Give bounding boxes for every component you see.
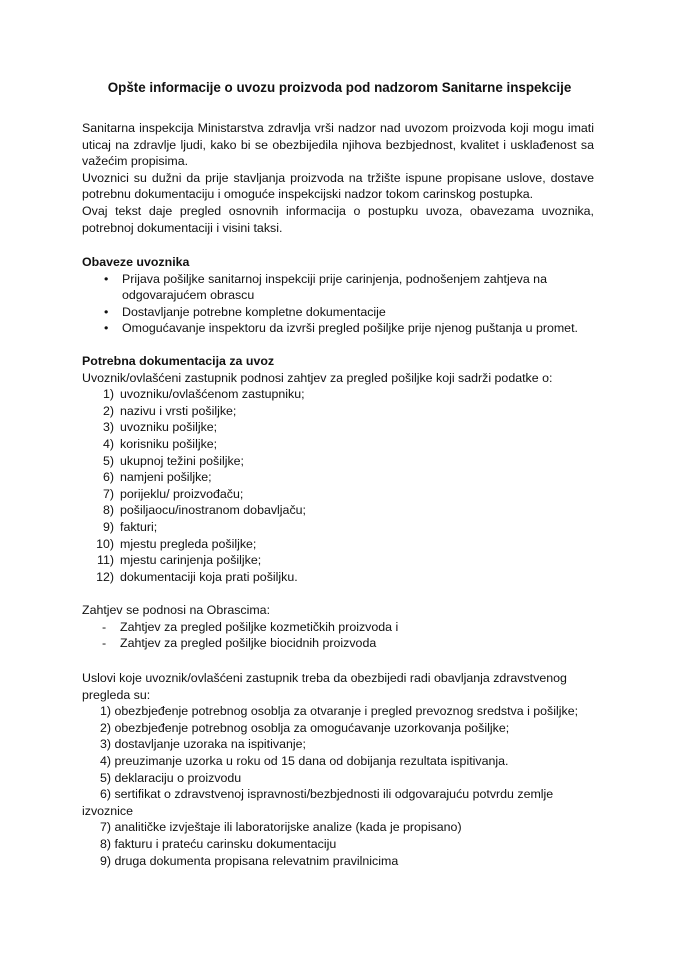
list-item: 5) deklaraciju o proizvodu <box>100 770 242 785</box>
list-item: - Zahtjev za pregled pošiljke biocidnih proizvoda <box>82 635 594 652</box>
conditions-list <box>82 703 594 869</box>
list-item: • Dostavljanje potrebne kompletne dokumentacije <box>82 304 594 321</box>
list-item: 2) obezbjeđenje potrebnog osoblja za omogućavanje uzorkovanja pošiljke; <box>100 720 510 735</box>
documentation-lead: Uvoznik/ovlašćeni zastupnik podnosi zahtjev za pregled pošiljke koji sadrži podatke o: <box>82 370 553 385</box>
intro-section <box>82 120 594 236</box>
list-item: 5) ukupnoj težini pošiljke; <box>102 453 244 468</box>
list-item: 4) preuzimanje uzorka u roku od 15 dana od dobijanja rezultata ispitivanja. <box>100 753 509 768</box>
list-item: 12) dokumentaciji koja prati pošiljku. <box>96 569 298 584</box>
list-item: 6) namjeni pošiljke; <box>102 470 212 485</box>
obligations-heading: Obaveze uvoznika <box>82 255 190 269</box>
obligations-section <box>82 254 594 337</box>
list-item: 3) uvozniku pošiljke; <box>102 420 218 435</box>
list-item: 4) korisniku pošiljke; <box>102 436 218 451</box>
list-item: 11) mjestu carinjenja pošiljke; <box>97 553 262 568</box>
list-item: • Prijava pošiljke sanitarnoj inspekciji prije carinjenja, podnošenjem zahtjeva na odgovarajućem obrascu <box>82 271 594 304</box>
list-item: 2) nazivu i vrsti pošiljke; <box>102 403 237 418</box>
page-title: Opšte informacije o uvozu proizvoda pod nadzorom Sanitarne inspekcije <box>107 80 572 95</box>
intro-paragraph: Sanitarna inspekcija Ministarstva zdravlja vrši nadzor nad uvozom proizvoda koji mogu imati uticaj na zdravlje ljudi, kako bi se obezbijedila njihova bezbjednost, kvalitet i usklađenost sa važećim propisima. <box>82 121 594 169</box>
conditions-section <box>82 670 594 869</box>
intro-paragraph: Uvoznici su dužni da prije stavljanja proizvoda na tržište ispune propisane uslove, dostave potrebnu dokumentaciju i omoguće inspekcijski nadzor tokom carinskog postupka. <box>82 170 594 202</box>
list-item: 1) obezbjeđenje potrebnog osoblja za otvaranje i pregled prevoznog sredstva i pošiljke; <box>100 704 579 719</box>
list-item: 8) pošiljaocu/inostranom dobavljaču; <box>102 503 306 518</box>
documentation-heading: Potrebna dokumentacija za uvoz <box>82 354 275 368</box>
forms-lead: Zahtjev se podnosi na Obrascima: <box>82 603 271 617</box>
list-item: 7) porijeklu/ proizvođaču; <box>102 486 244 501</box>
forms-section <box>82 602 594 652</box>
obligations-list <box>82 271 594 337</box>
list-item: 7) analitičke izvještaje ili laboratorijske analize (kada je propisano) <box>100 820 462 835</box>
list-item: 6) sertifikat o zdravstvenoj ispravnosti/bezbjednosti ili odgovarajuću potvrdu zemlje izvoznice <box>82 787 554 818</box>
list-item: 1) uvozniku/ovlašćenom zastupniku; <box>102 387 305 402</box>
forms-list <box>82 619 594 652</box>
intro-paragraph: Ovaj tekst daje pregled osnovnih informacija o postupku uvoza, obavezama uvoznika, potrebnoj dokumentaciji i visini taksi. <box>82 203 594 235</box>
documentation-section <box>82 353 594 585</box>
list-item: • Omogućavanje inspektoru da izvrši pregled pošiljke prije njenog puštanja u promet. <box>82 320 594 337</box>
list-item: 9) druga dokumenta propisana relevatnim pravilnicima <box>100 853 399 868</box>
list-item: 8) fakturu i prateću carinsku dokumentaciju <box>100 836 337 851</box>
list-item: 9) fakturi; <box>102 519 158 534</box>
list-item: - Zahtjev za pregled pošiljke kozmetičkih proizvoda i <box>82 619 594 636</box>
list-item: 3) dostavljanje uzoraka na ispitivanje; <box>100 737 306 752</box>
list-item: 10) mjestu pregleda pošiljke; <box>96 536 257 551</box>
documentation-list <box>82 386 594 585</box>
conditions-lead: Uslovi koje uvoznik/ovlašćeni zastupnik treba da obezbijedi radi obavljanja zdravstvenog pregleda su: <box>82 671 567 702</box>
